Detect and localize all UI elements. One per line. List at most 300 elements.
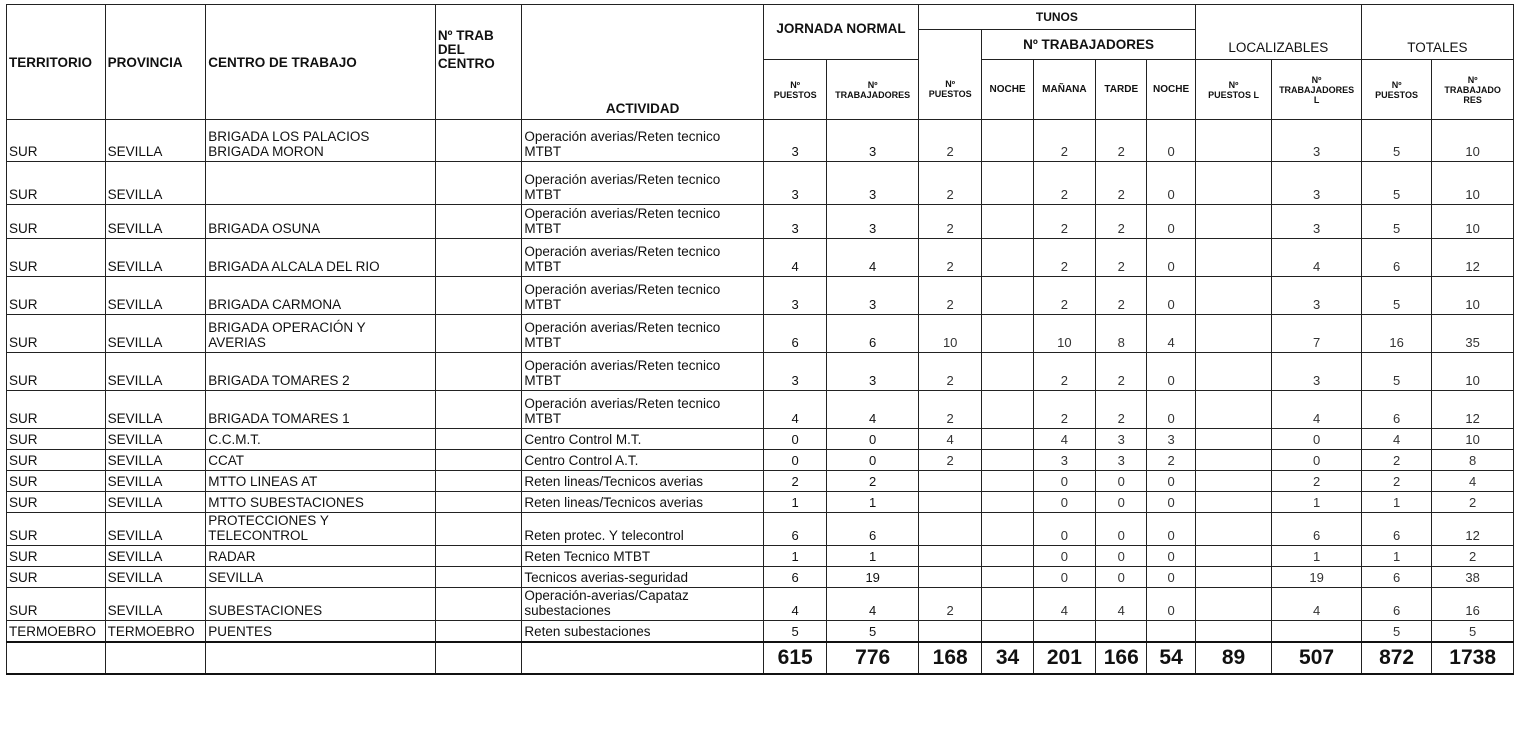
- cell-noche-1: [982, 120, 1033, 162]
- cell-tot-puestos: 4: [1361, 429, 1431, 450]
- cell-loc-trabajadores: 3: [1272, 205, 1362, 239]
- cell-tot-puestos: 1: [1361, 492, 1431, 513]
- cell-loc-trabajadores: 3: [1272, 353, 1362, 391]
- cell-actividad: Operación averias/Reten tecnico MTBT: [522, 353, 764, 391]
- cell-t-puestos: 2: [918, 162, 981, 205]
- cell-tot-puestos: 5: [1361, 353, 1431, 391]
- cell-noche-1: [982, 315, 1033, 353]
- table-row: [7, 353, 1514, 391]
- cell-jn-puestos: 6: [763, 567, 826, 588]
- cell-manana: 2: [1033, 205, 1095, 239]
- cell-actividad: Operación averias/Reten tecnico MTBT: [522, 391, 764, 429]
- cell-tot-puestos: 6: [1361, 588, 1431, 621]
- cell-t-puestos: 4: [918, 429, 981, 450]
- cell-territorio: SUR: [7, 391, 106, 429]
- cell-tot-puestos: 5: [1361, 277, 1431, 315]
- cell-territorio: SUR: [7, 450, 106, 471]
- cell-provincia: TERMOEBRO: [105, 621, 206, 642]
- cell-actividad: Reten lineas/Tecnicos averias: [522, 492, 764, 513]
- cell-tot-puestos: 5: [1361, 621, 1431, 642]
- cell-jn-trabajadores: 5: [827, 621, 919, 642]
- cell-territorio: SUR: [7, 205, 106, 239]
- cell-actividad: Centro Control M.T.: [522, 429, 764, 450]
- cell-loc-trabajadores: [1272, 621, 1362, 642]
- cell-actividad: Operación-averias/Capataz subestaciones: [522, 588, 764, 621]
- cell-territorio: SUR: [7, 315, 106, 353]
- cell-jn-puestos: 4: [763, 588, 826, 621]
- cell-provincia: SEVILLA: [105, 513, 206, 546]
- cell-manana: 0: [1033, 513, 1095, 546]
- cell-t-puestos: [918, 513, 981, 546]
- cell-provincia: SEVILLA: [105, 471, 206, 492]
- cell-loc-puestos: [1195, 546, 1272, 567]
- cell-territorio: SUR: [7, 513, 106, 546]
- cell-jn-puestos: 4: [763, 391, 826, 429]
- header-n-trab-centro: Nº TRAB DEL CENTRO: [435, 5, 522, 120]
- cell-loc-trabajadores: 6: [1272, 513, 1362, 546]
- cell-n-trab-centro: [435, 205, 522, 239]
- cell-provincia: SEVILLA: [105, 120, 206, 162]
- cell-actividad: Operación averias/Reten tecnico MTBT: [522, 120, 764, 162]
- cell-n-trab-centro: [435, 621, 522, 642]
- cell-jn-trabajadores: 3: [827, 277, 919, 315]
- cell-n-trab-centro: [435, 315, 522, 353]
- cell-centro-de-trabajo: BRIGADA LOS PALACIOS BRIGADA MORON: [206, 120, 436, 162]
- cell-jn-puestos: 5: [763, 621, 826, 642]
- cell-tarde: 0: [1096, 492, 1147, 513]
- cell-noche-1: [982, 450, 1033, 471]
- cell-jn-trabajadores: 19: [827, 567, 919, 588]
- cell-tot-trabajadores: 10: [1432, 353, 1514, 391]
- cell-t-puestos: 2: [918, 450, 981, 471]
- cell-manana: 0: [1033, 546, 1095, 567]
- table-row: [7, 492, 1514, 513]
- cell-tot-puestos: 6: [1361, 239, 1431, 277]
- cell-loc-trabajadores: 7: [1272, 315, 1362, 353]
- cell-loc-puestos: [1195, 450, 1272, 471]
- cell-provincia: SEVILLA: [105, 429, 206, 450]
- cell-noche-2: 4: [1147, 315, 1195, 353]
- table-row: [7, 120, 1514, 162]
- cell-t-puestos: 2: [918, 353, 981, 391]
- total-blank: [105, 642, 206, 674]
- cell-provincia: SEVILLA: [105, 567, 206, 588]
- cell-loc-trabajadores: 1: [1272, 546, 1362, 567]
- cell-n-trab-centro: [435, 513, 522, 546]
- cell-tot-puestos: 6: [1361, 391, 1431, 429]
- header-territorio: TERRITORIO: [7, 5, 106, 120]
- cell-t-puestos: [918, 492, 981, 513]
- cell-centro-de-trabajo: SEVILLA: [206, 567, 436, 588]
- cell-jn-puestos: 0: [763, 450, 826, 471]
- cell-loc-puestos: [1195, 277, 1272, 315]
- cell-n-trab-centro: [435, 450, 522, 471]
- cell-loc-trabajadores: 1: [1272, 492, 1362, 513]
- total-blank: [206, 642, 436, 674]
- cell-tot-trabajadores: 4: [1432, 471, 1514, 492]
- cell-jn-puestos: 1: [763, 492, 826, 513]
- cell-centro-de-trabajo: [206, 162, 436, 205]
- header-jn-trabajadores: Nº TRABAJADORES: [827, 60, 919, 120]
- cell-jn-puestos: 3: [763, 162, 826, 205]
- header-noche-1: NOCHE: [982, 60, 1033, 120]
- cell-territorio: SUR: [7, 492, 106, 513]
- cell-territorio: SUR: [7, 588, 106, 621]
- cell-centro-de-trabajo: MTTO LINEAS AT: [206, 471, 436, 492]
- cell-manana: 2: [1033, 391, 1095, 429]
- cell-centro-de-trabajo: BRIGADA ALCALA DEL RIO: [206, 239, 436, 277]
- cell-tot-trabajadores: 10: [1432, 162, 1514, 205]
- cell-tarde: 0: [1096, 513, 1147, 546]
- cell-centro-de-trabajo: BRIGADA OPERACIÓN Y AVERIAS: [206, 315, 436, 353]
- cell-loc-puestos: [1195, 353, 1272, 391]
- cell-tot-trabajadores: 10: [1432, 429, 1514, 450]
- cell-manana: 2: [1033, 353, 1095, 391]
- cell-tot-trabajadores: 12: [1432, 239, 1514, 277]
- cell-noche-2: 0: [1147, 567, 1195, 588]
- cell-manana: 2: [1033, 162, 1095, 205]
- totals-row: [7, 642, 1514, 674]
- table-row: [7, 621, 1514, 642]
- total-noche-1: 34: [982, 642, 1033, 674]
- cell-tot-puestos: 1: [1361, 546, 1431, 567]
- total-blank: [7, 642, 106, 674]
- cell-n-trab-centro: [435, 429, 522, 450]
- cell-tot-trabajadores: 12: [1432, 391, 1514, 429]
- cell-n-trab-centro: [435, 492, 522, 513]
- cell-tot-puestos: 16: [1361, 315, 1431, 353]
- cell-provincia: SEVILLA: [105, 277, 206, 315]
- cell-manana: 10: [1033, 315, 1095, 353]
- cell-actividad: Reten subestaciones: [522, 621, 764, 642]
- cell-loc-puestos: [1195, 315, 1272, 353]
- cell-actividad: Operación averias/Reten tecnico MTBT: [522, 162, 764, 205]
- cell-tot-puestos: 6: [1361, 567, 1431, 588]
- cell-centro-de-trabajo: C.C.M.T.: [206, 429, 436, 450]
- total-tot-puestos: 872: [1361, 642, 1431, 674]
- cell-noche-1: [982, 429, 1033, 450]
- header-n-trabajadores: Nº TRABAJADORES: [982, 30, 1195, 60]
- cell-tot-trabajadores: 10: [1432, 120, 1514, 162]
- cell-loc-puestos: [1195, 492, 1272, 513]
- cell-tarde: 2: [1096, 162, 1147, 205]
- cell-loc-trabajadores: 2: [1272, 471, 1362, 492]
- cell-centro-de-trabajo: MTTO SUBESTACIONES: [206, 492, 436, 513]
- cell-provincia: SEVILLA: [105, 492, 206, 513]
- cell-tot-puestos: 2: [1361, 471, 1431, 492]
- cell-tot-puestos: 2: [1361, 450, 1431, 471]
- cell-centro-de-trabajo: CCAT: [206, 450, 436, 471]
- table-row: [7, 315, 1514, 353]
- cell-tarde: 2: [1096, 277, 1147, 315]
- cell-t-puestos: 2: [918, 239, 981, 277]
- total-jn-trabajadores: 776: [827, 642, 919, 674]
- cell-loc-puestos: [1195, 588, 1272, 621]
- cell-jn-trabajadores: 6: [827, 315, 919, 353]
- cell-manana: 0: [1033, 492, 1095, 513]
- cell-loc-trabajadores: 4: [1272, 239, 1362, 277]
- cell-tarde: 4: [1096, 588, 1147, 621]
- total-noche-2: 54: [1147, 642, 1195, 674]
- cell-actividad: Operación averias/Reten tecnico MTBT: [522, 239, 764, 277]
- cell-noche-1: [982, 513, 1033, 546]
- cell-tarde: 0: [1096, 546, 1147, 567]
- cell-noche-1: [982, 239, 1033, 277]
- cell-noche-2: 0: [1147, 120, 1195, 162]
- cell-actividad: Operación averias/Reten tecnico MTBT: [522, 277, 764, 315]
- cell-centro-de-trabajo: BRIGADA CARMONA: [206, 277, 436, 315]
- cell-loc-puestos: [1195, 205, 1272, 239]
- header-jn-puestos: Nº PUESTOS: [763, 60, 826, 120]
- cell-noche-1: [982, 546, 1033, 567]
- cell-loc-trabajadores: 3: [1272, 162, 1362, 205]
- table-row: [7, 513, 1514, 546]
- header-t-puestos: Nº PUESTOS: [918, 60, 981, 120]
- cell-tarde: 2: [1096, 239, 1147, 277]
- cell-noche-1: [982, 621, 1033, 642]
- cell-centro-de-trabajo: SUBESTACIONES: [206, 588, 436, 621]
- cell-tot-trabajadores: 10: [1432, 277, 1514, 315]
- cell-territorio: SUR: [7, 239, 106, 277]
- cell-jn-trabajadores: 4: [827, 391, 919, 429]
- cell-manana: 2: [1033, 277, 1095, 315]
- cell-tarde: [1096, 621, 1147, 642]
- cell-provincia: SEVILLA: [105, 391, 206, 429]
- cell-tot-puestos: 6: [1361, 513, 1431, 546]
- cell-tot-trabajadores: 2: [1432, 546, 1514, 567]
- cell-n-trab-centro: [435, 471, 522, 492]
- cell-noche-2: 0: [1147, 353, 1195, 391]
- header-tunos-blank: [918, 30, 981, 60]
- cell-jn-puestos: 3: [763, 120, 826, 162]
- cell-jn-trabajadores: 0: [827, 450, 919, 471]
- cell-tot-puestos: 5: [1361, 205, 1431, 239]
- cell-tot-trabajadores: 5: [1432, 621, 1514, 642]
- cell-jn-trabajadores: 0: [827, 429, 919, 450]
- header-tarde: TARDE: [1096, 60, 1147, 120]
- header-tot-trabajadores: Nº TRABAJADO RES: [1432, 60, 1514, 120]
- cell-manana: 2: [1033, 239, 1095, 277]
- cell-t-puestos: 10: [918, 315, 981, 353]
- table-row: [7, 450, 1514, 471]
- header-localizables: LOCALIZABLES: [1195, 5, 1361, 60]
- cell-territorio: SUR: [7, 120, 106, 162]
- cell-centro-de-trabajo: RADAR: [206, 546, 436, 567]
- cell-tot-puestos: 5: [1361, 120, 1431, 162]
- header-loc-puestos: Nº PUESTOS L: [1195, 60, 1272, 120]
- cell-n-trab-centro: [435, 162, 522, 205]
- cell-jn-puestos: 2: [763, 471, 826, 492]
- table-row: [7, 588, 1514, 621]
- cell-jn-trabajadores: 3: [827, 353, 919, 391]
- cell-loc-trabajadores: 4: [1272, 588, 1362, 621]
- total-jn-puestos: 615: [763, 642, 826, 674]
- cell-n-trab-centro: [435, 120, 522, 162]
- header-provincia: PROVINCIA: [105, 5, 206, 120]
- cell-noche-1: [982, 492, 1033, 513]
- cell-territorio: TERMOEBRO: [7, 621, 106, 642]
- cell-actividad: Operación averias/Reten tecnico MTBT: [522, 315, 764, 353]
- cell-manana: 4: [1033, 588, 1095, 621]
- cell-jn-trabajadores: 4: [827, 588, 919, 621]
- cell-actividad: Reten Tecnico MTBT: [522, 546, 764, 567]
- cell-loc-trabajadores: 4: [1272, 391, 1362, 429]
- table-row: [7, 429, 1514, 450]
- cell-loc-trabajadores: 3: [1272, 120, 1362, 162]
- cell-t-puestos: [918, 621, 981, 642]
- total-blank: [435, 642, 522, 674]
- total-loc-trabajadores: 507: [1272, 642, 1362, 674]
- cell-tarde: 2: [1096, 353, 1147, 391]
- cell-jn-puestos: 6: [763, 513, 826, 546]
- spreadsheet-page: [6, 4, 1514, 675]
- cell-n-trab-centro: [435, 588, 522, 621]
- header-centro: CENTRO DE TRABAJO: [206, 5, 436, 120]
- cell-provincia: SEVILLA: [105, 450, 206, 471]
- cell-t-puestos: [918, 567, 981, 588]
- cell-jn-trabajadores: 1: [827, 546, 919, 567]
- header-noche-2: NOCHE: [1147, 60, 1195, 120]
- cell-loc-puestos: [1195, 239, 1272, 277]
- cell-territorio: SUR: [7, 162, 106, 205]
- cell-provincia: SEVILLA: [105, 588, 206, 621]
- cell-actividad: Reten lineas/Tecnicos averias: [522, 471, 764, 492]
- cell-manana: 3: [1033, 450, 1095, 471]
- cell-noche-1: [982, 162, 1033, 205]
- cell-t-puestos: 2: [918, 205, 981, 239]
- cell-provincia: SEVILLA: [105, 205, 206, 239]
- table-row: [7, 205, 1514, 239]
- cell-actividad: Centro Control A.T.: [522, 450, 764, 471]
- cell-actividad: Operación averias/Reten tecnico MTBT: [522, 205, 764, 239]
- cell-provincia: SEVILLA: [105, 162, 206, 205]
- cell-noche-2: 3: [1147, 429, 1195, 450]
- cell-territorio: SUR: [7, 353, 106, 391]
- cell-territorio: SUR: [7, 546, 106, 567]
- cell-noche-2: 0: [1147, 471, 1195, 492]
- cell-loc-puestos: [1195, 513, 1272, 546]
- cell-t-puestos: 2: [918, 120, 981, 162]
- total-loc-puestos: 89: [1195, 642, 1272, 674]
- total-manana: 201: [1033, 642, 1095, 674]
- cell-manana: 0: [1033, 471, 1095, 492]
- cell-t-puestos: 2: [918, 588, 981, 621]
- cell-t-puestos: 2: [918, 277, 981, 315]
- cell-manana: 4: [1033, 429, 1095, 450]
- cell-tarde: 8: [1096, 315, 1147, 353]
- table-body: [7, 120, 1514, 642]
- cell-jn-trabajadores: 1: [827, 492, 919, 513]
- cell-tarde: 3: [1096, 429, 1147, 450]
- header-totales: TOTALES: [1361, 5, 1513, 60]
- cell-tarde: 3: [1096, 450, 1147, 471]
- cell-noche-1: [982, 205, 1033, 239]
- cell-tarde: 2: [1096, 205, 1147, 239]
- cell-jn-trabajadores: 3: [827, 120, 919, 162]
- cell-t-puestos: [918, 471, 981, 492]
- cell-loc-puestos: [1195, 429, 1272, 450]
- cell-centro-de-trabajo: PROTECCIONES Y TELECONTROL: [206, 513, 436, 546]
- cell-tot-trabajadores: 8: [1432, 450, 1514, 471]
- cell-centro-de-trabajo: BRIGADA OSUNA: [206, 205, 436, 239]
- cell-manana: 2: [1033, 120, 1095, 162]
- cell-provincia: SEVILLA: [105, 315, 206, 353]
- cell-jn-puestos: 3: [763, 205, 826, 239]
- staffing-table: [6, 4, 1514, 675]
- cell-loc-trabajadores: 3: [1272, 277, 1362, 315]
- cell-jn-trabajadores: 6: [827, 513, 919, 546]
- table-row: [7, 471, 1514, 492]
- cell-noche-2: 0: [1147, 513, 1195, 546]
- cell-jn-trabajadores: 4: [827, 239, 919, 277]
- header-loc-trabajadores: Nº TRABAJADORES L: [1272, 60, 1362, 120]
- cell-loc-puestos: [1195, 567, 1272, 588]
- cell-provincia: SEVILLA: [105, 353, 206, 391]
- cell-provincia: SEVILLA: [105, 546, 206, 567]
- total-blank: [522, 642, 764, 674]
- cell-centro-de-trabajo: BRIGADA TOMARES 2: [206, 353, 436, 391]
- header-tot-puestos: Nº PUESTOS: [1361, 60, 1431, 120]
- header-manana: MAÑANA: [1033, 60, 1095, 120]
- total-tarde: 166: [1096, 642, 1147, 674]
- cell-noche-2: 0: [1147, 239, 1195, 277]
- cell-n-trab-centro: [435, 277, 522, 315]
- cell-jn-puestos: 6: [763, 315, 826, 353]
- table-row: [7, 239, 1514, 277]
- cell-n-trab-centro: [435, 567, 522, 588]
- cell-tot-trabajadores: 38: [1432, 567, 1514, 588]
- cell-centro-de-trabajo: BRIGADA TOMARES 1: [206, 391, 436, 429]
- cell-manana: [1033, 621, 1095, 642]
- cell-t-puestos: 2: [918, 391, 981, 429]
- table-row: [7, 162, 1514, 205]
- cell-noche-2: 0: [1147, 391, 1195, 429]
- cell-provincia: SEVILLA: [105, 239, 206, 277]
- cell-tarde: 2: [1096, 391, 1147, 429]
- cell-tot-trabajadores: 10: [1432, 205, 1514, 239]
- cell-tot-trabajadores: 2: [1432, 492, 1514, 513]
- header-tunos: TUNOS: [918, 5, 1195, 30]
- cell-territorio: SUR: [7, 429, 106, 450]
- header-jornada-normal: JORNADA NORMAL: [763, 5, 918, 60]
- cell-jn-trabajadores: 2: [827, 471, 919, 492]
- cell-loc-puestos: [1195, 391, 1272, 429]
- table-row: [7, 546, 1514, 567]
- cell-n-trab-centro: [435, 546, 522, 567]
- total-t-puestos: 168: [918, 642, 981, 674]
- cell-loc-trabajadores: 0: [1272, 429, 1362, 450]
- cell-tot-trabajadores: 12: [1432, 513, 1514, 546]
- cell-tot-trabajadores: 16: [1432, 588, 1514, 621]
- cell-loc-puestos: [1195, 162, 1272, 205]
- cell-noche-2: 0: [1147, 205, 1195, 239]
- cell-noche-1: [982, 277, 1033, 315]
- cell-n-trab-centro: [435, 353, 522, 391]
- table-row: [7, 277, 1514, 315]
- cell-n-trab-centro: [435, 391, 522, 429]
- cell-noche-2: 0: [1147, 546, 1195, 567]
- cell-loc-puestos: [1195, 621, 1272, 642]
- cell-noche-1: [982, 588, 1033, 621]
- cell-noche-2: 0: [1147, 277, 1195, 315]
- cell-noche-1: [982, 567, 1033, 588]
- cell-tarde: 0: [1096, 471, 1147, 492]
- cell-actividad: Tecnicos averias-seguridad: [522, 567, 764, 588]
- cell-tarde: 2: [1096, 120, 1147, 162]
- cell-jn-puestos: 1: [763, 546, 826, 567]
- cell-actividad: Reten protec. Y telecontrol: [522, 513, 764, 546]
- cell-n-trab-centro: [435, 239, 522, 277]
